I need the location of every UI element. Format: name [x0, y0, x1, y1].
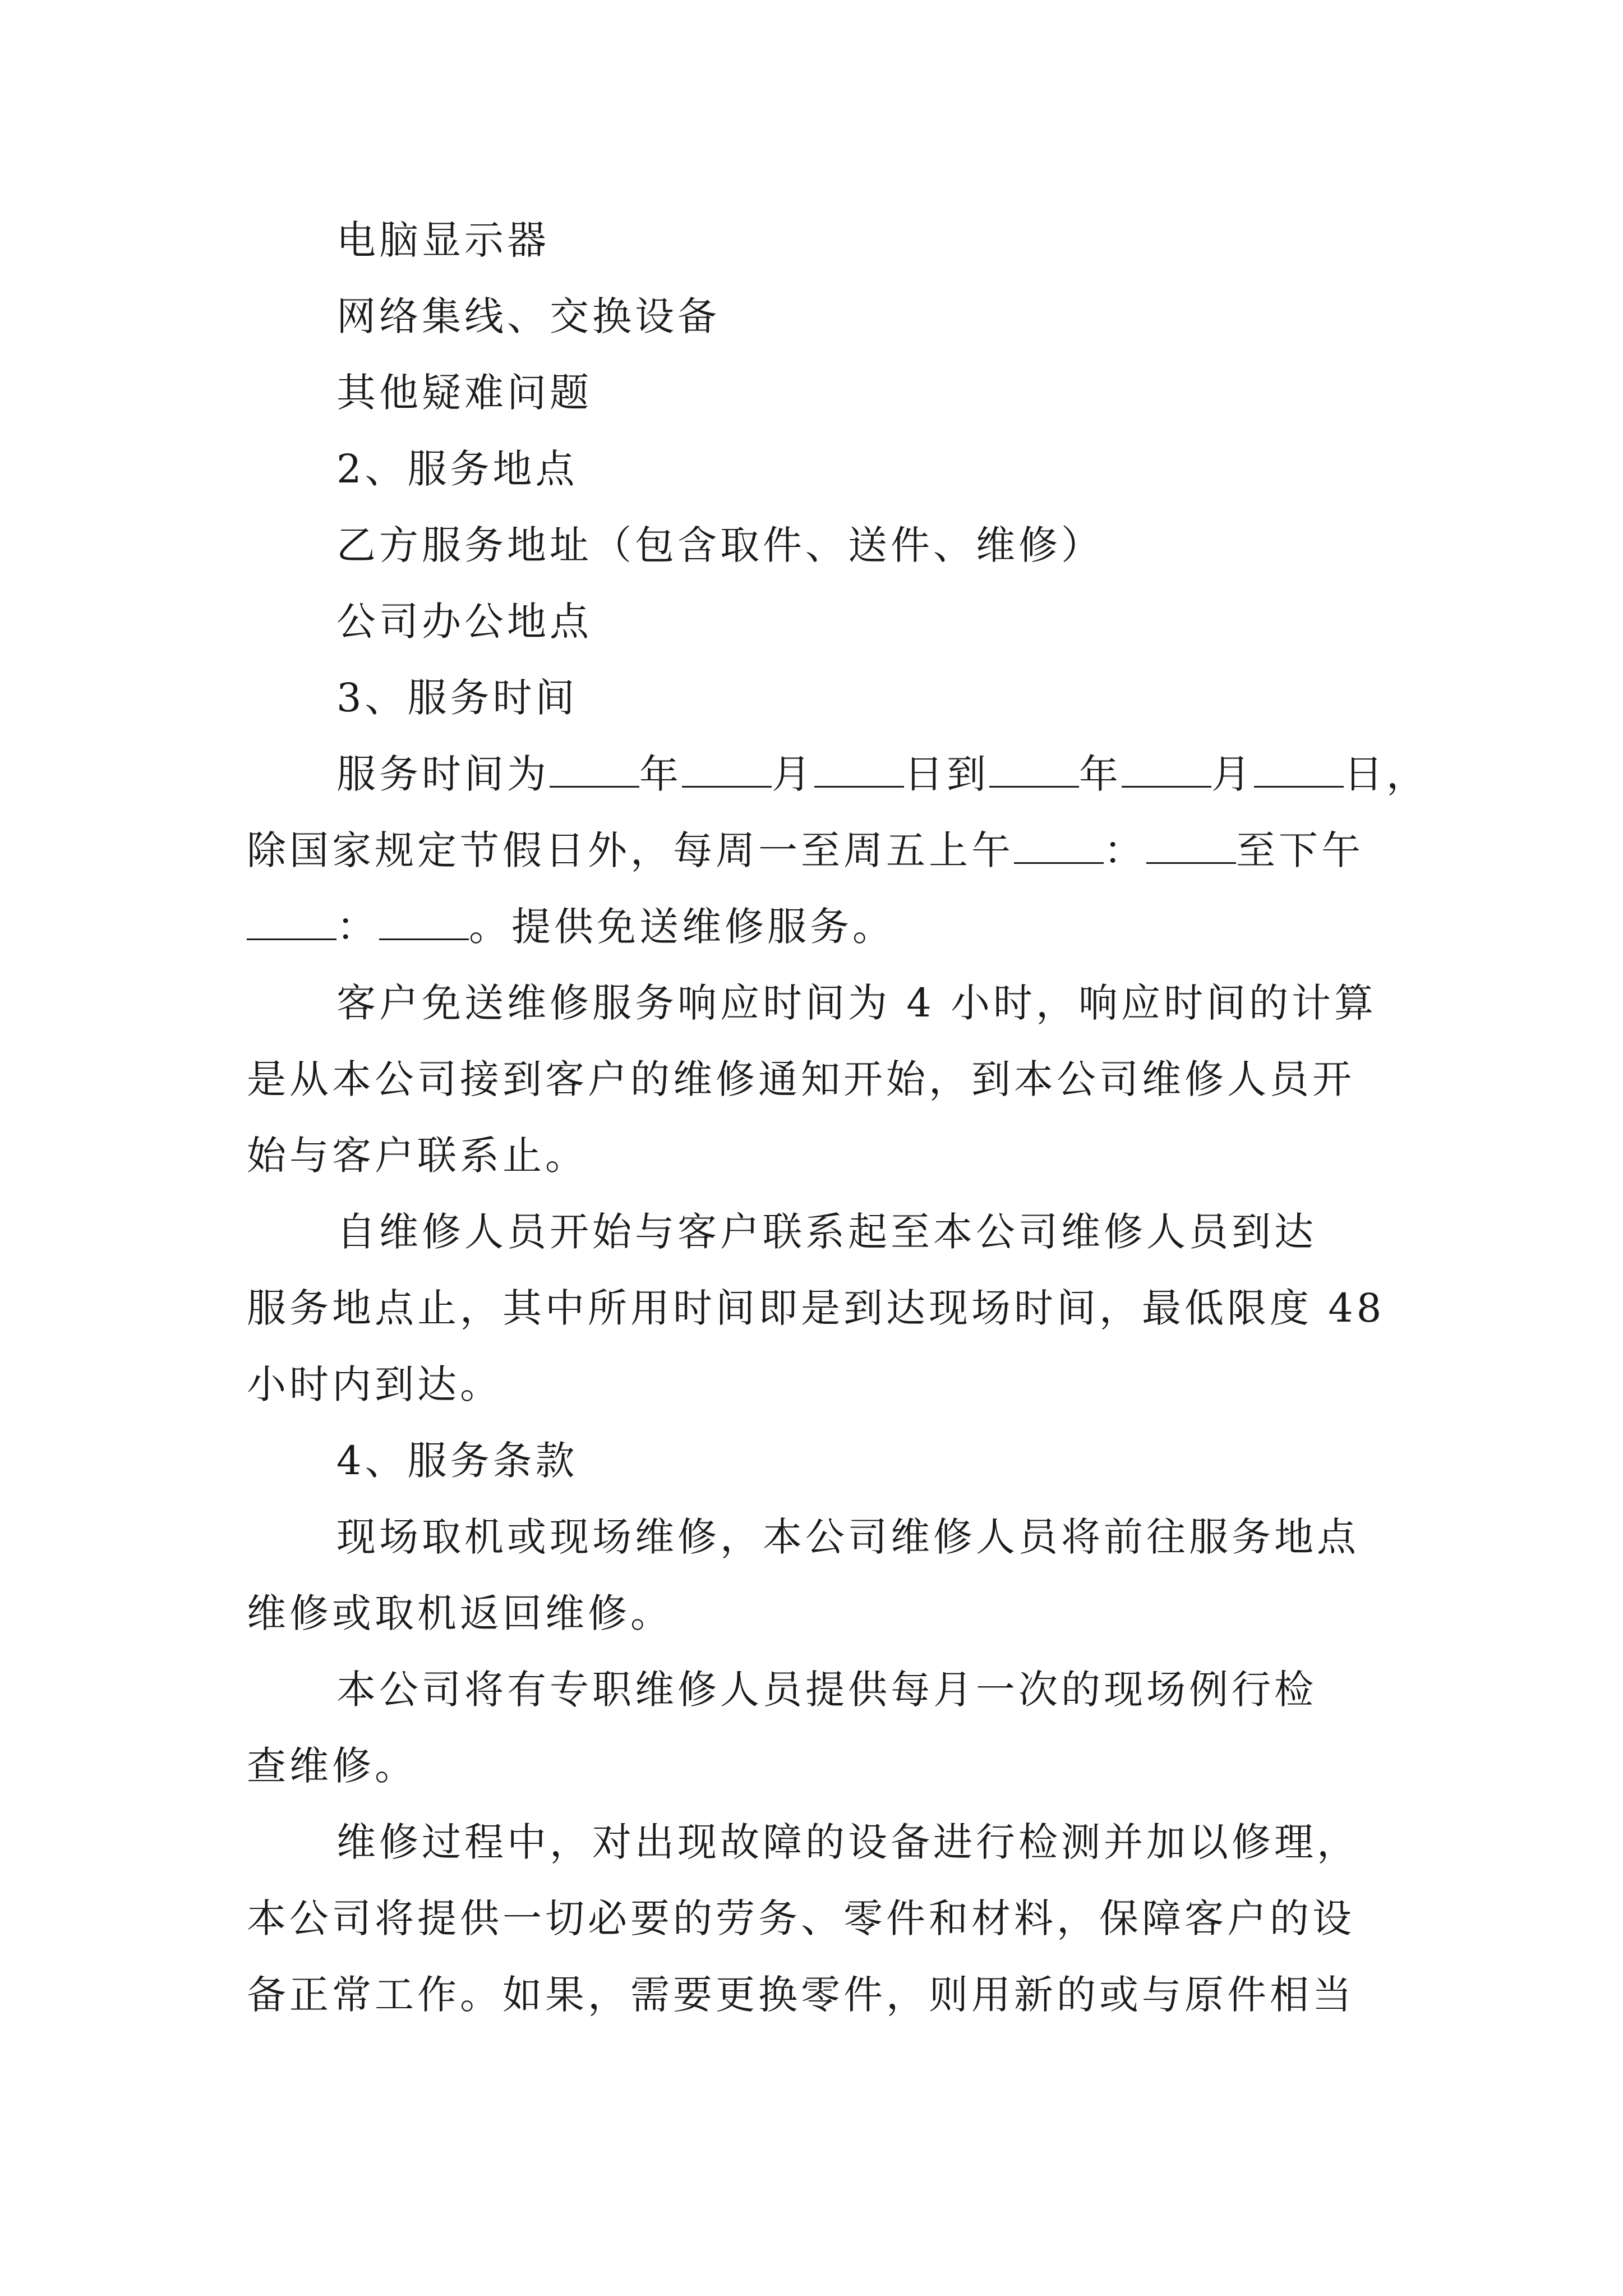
- blank-field: [1254, 752, 1344, 788]
- text-segment: 。提供免送维修服务。: [469, 904, 895, 950]
- text-segment: 年: [639, 751, 682, 797]
- paragraph-line: 查维修。: [247, 1743, 417, 1789]
- text-segment: 至下午: [1236, 827, 1364, 873]
- service-hours-line: [247, 812, 1385, 889]
- blank-field: [550, 752, 639, 788]
- paragraph-line: 本公司将提供一切必要的劳务、零件和材料，保障客户的设: [247, 1895, 1355, 1941]
- paragraph-line: 始与客户联系止。: [247, 1133, 588, 1179]
- paragraph-line: 是从本公司接到客户的维修通知开始，到本公司维修人员开: [247, 1056, 1355, 1102]
- text-segment: ：: [1104, 827, 1146, 873]
- blank-field: [814, 752, 904, 788]
- service-hours-line: [247, 889, 1385, 965]
- paragraph-line: 客户免送维修服务响应时间为 4 小时，响应时间的计算: [336, 980, 1377, 1026]
- blank-field: [989, 752, 1079, 788]
- list-item: 乙方服务地址（包含取件、送件、维修）: [336, 522, 1104, 568]
- section-heading: 2、服务地点: [336, 446, 578, 492]
- blank-field: [1122, 752, 1211, 788]
- paragraph-line: 小时内到达。: [247, 1361, 502, 1407]
- paragraph-line: 备正常工作。如果，需要更换零件，则用新的或与原件相当: [247, 1972, 1355, 2018]
- list-item: 网络集线、交换设备: [336, 293, 720, 339]
- text-segment: 日，: [1344, 751, 1429, 797]
- document-body: [247, 202, 1429, 2033]
- text-segment: 月: [1211, 751, 1254, 797]
- blank-field: [1146, 829, 1236, 864]
- text-segment: 日到: [904, 751, 989, 797]
- text-segment: 月: [772, 751, 814, 797]
- list-item: 电脑显示器: [336, 217, 550, 263]
- paragraph-line: 服务地点止，其中所用时间即是到达现场时间，最低限度 48: [247, 1285, 1385, 1331]
- section-heading: 3、服务时间: [336, 675, 578, 721]
- service-period-line: [247, 736, 1429, 812]
- paragraph-line: 现场取机或现场维修，本公司维修人员将前往服务地点: [336, 1514, 1359, 1560]
- blank-field: [379, 905, 469, 940]
- blank-field: [682, 752, 772, 788]
- list-item: 公司办公地点: [336, 599, 592, 645]
- blank-field: [247, 905, 336, 940]
- list-item: 其他疑难问题: [336, 370, 592, 416]
- blank-field: [1014, 829, 1104, 864]
- text-segment: 服务时间为: [336, 751, 550, 797]
- text-segment: ：: [336, 904, 379, 950]
- text-segment: 年: [1079, 751, 1122, 797]
- paragraph-line: 本公司将有专职维修人员提供每月一次的现场例行检: [336, 1667, 1317, 1713]
- paragraph-line: 自维修人员开始与客户联系起至本公司维修人员到达: [336, 1209, 1317, 1255]
- paragraph-line: 维修过程中，对出现故障的设备进行检测并加以修理，: [336, 1819, 1359, 1865]
- text-segment: 除国家规定节假日外，每周一至周五上午: [247, 827, 1014, 873]
- paragraph-line: 维修或取机返回维修。: [247, 1590, 673, 1636]
- section-heading: 4、服务条款: [336, 1438, 578, 1484]
